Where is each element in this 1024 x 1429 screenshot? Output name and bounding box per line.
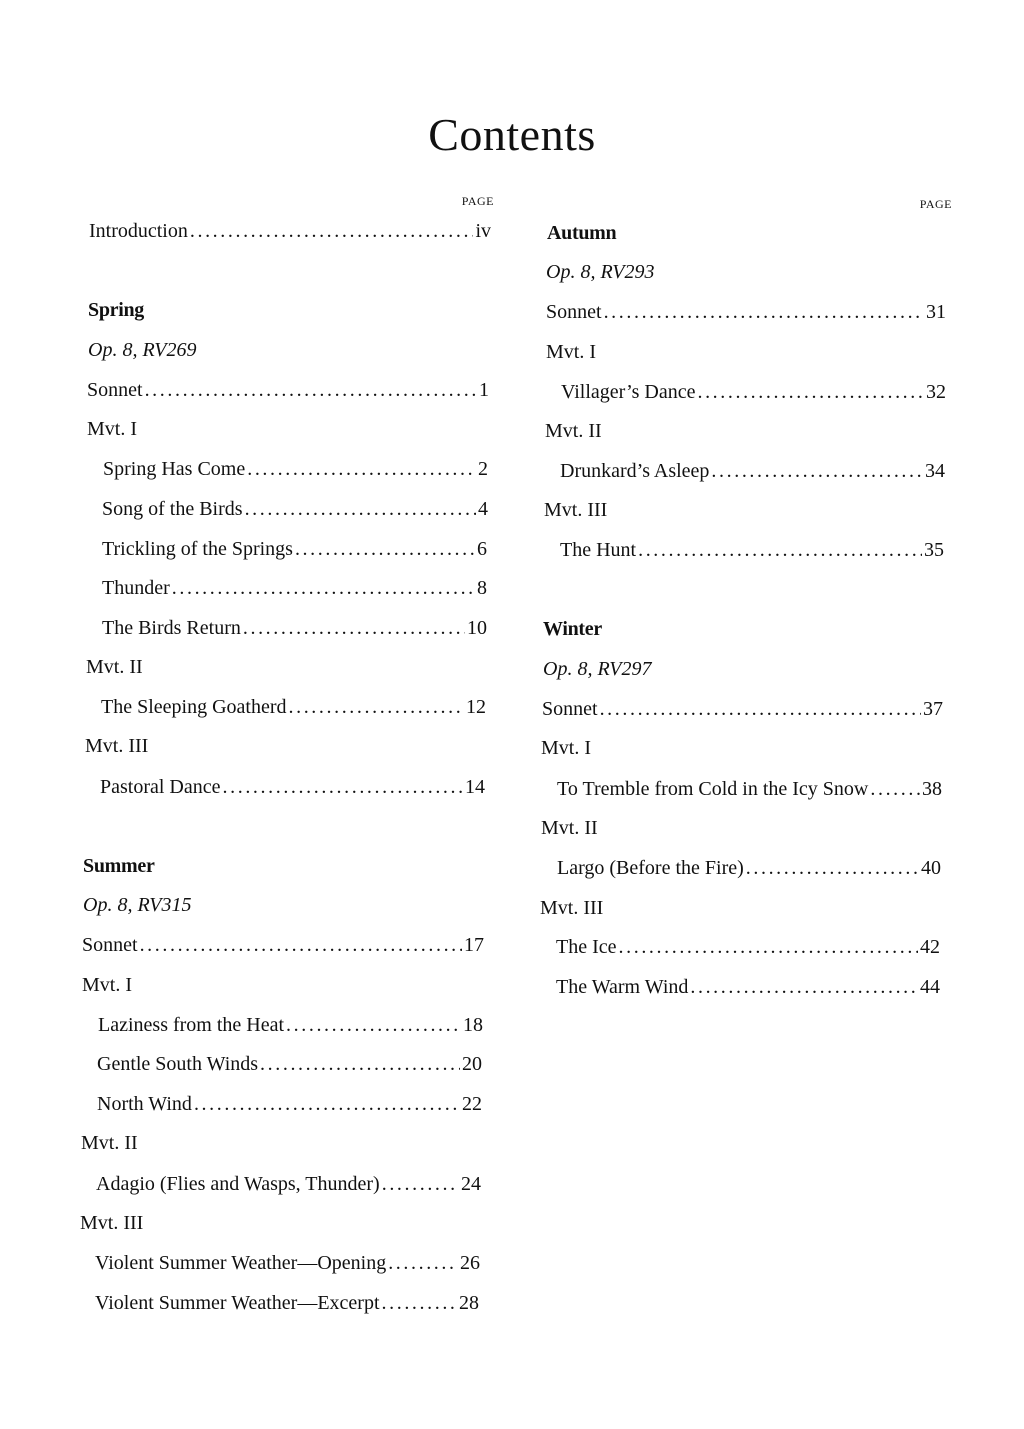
toc-entry[interactable]	[102, 534, 487, 564]
section-heading-autumn: Autumn	[547, 222, 617, 244]
entry-label: Introduction	[89, 220, 188, 242]
entry-label: Largo (Before the Fire)	[557, 857, 744, 879]
entry-label: Villager’s Dance	[561, 381, 696, 403]
movement-label: Mvt. III	[80, 1212, 144, 1234]
toc-entry[interactable]	[97, 1049, 482, 1079]
toc-entry-spring-sonnet[interactable]	[87, 375, 489, 405]
entry-page: 20	[462, 1053, 482, 1075]
entry-label: To Tremble from Cold in the Icy Snow	[557, 778, 869, 800]
entry-page: 35	[924, 539, 944, 561]
entry-page: 38	[922, 778, 942, 800]
movement-label: Mvt. I	[82, 974, 132, 996]
entry-label: Laziness from the Heat	[98, 1014, 285, 1036]
entry-label: Violent Summer Weather—Opening	[95, 1252, 387, 1274]
toc-entry[interactable]	[556, 972, 940, 1002]
section-heading-spring: Spring	[88, 299, 145, 321]
leader-dots	[711, 456, 923, 486]
entry-page: 18	[463, 1014, 483, 1036]
movement-label: Mvt. II	[545, 420, 602, 442]
leader-dots	[295, 534, 475, 564]
toc-entry[interactable]	[556, 932, 940, 962]
toc-entry[interactable]	[100, 772, 485, 802]
leader-dots	[382, 1169, 459, 1199]
entry-page: 2	[478, 458, 488, 480]
opus-winter: Op. 8, RV297	[543, 658, 652, 680]
entry-label: Pastoral Dance	[100, 776, 221, 798]
leader-dots	[260, 1049, 460, 1079]
movement-label: Mvt. III	[544, 499, 608, 521]
entry-label: Sonnet	[82, 934, 138, 956]
entry-page: 34	[925, 460, 945, 482]
toc-entry[interactable]	[557, 853, 941, 883]
entry-page: 22	[462, 1093, 482, 1115]
toc-entry[interactable]	[102, 494, 488, 524]
entry-label: Drunkard’s Asleep	[560, 460, 710, 482]
entry-page: 17	[464, 934, 484, 956]
leader-dots	[245, 494, 476, 524]
opus-autumn: Op. 8, RV293	[546, 261, 655, 283]
entry-page: 4	[478, 498, 488, 520]
entry-label: Gentle South Winds	[97, 1053, 259, 1075]
entry-label: Violent Summer Weather—Excerpt	[95, 1292, 380, 1314]
toc-entry[interactable]	[102, 573, 487, 603]
leader-dots	[243, 613, 465, 643]
entry-label: Trickling of the Springs	[102, 538, 293, 560]
opus-summer: Op. 8, RV315	[83, 894, 192, 916]
entry-page: 40	[921, 857, 941, 879]
movement-label: Mvt. III	[540, 897, 604, 919]
entry-page: 42	[920, 936, 940, 958]
entry-page: 26	[460, 1252, 480, 1274]
toc-entry[interactable]	[560, 456, 945, 486]
entry-page: 32	[926, 381, 946, 403]
toc-entry[interactable]	[101, 692, 486, 722]
toc-entry-introduction[interactable]	[89, 216, 491, 246]
leader-dots	[619, 932, 918, 962]
toc-entry[interactable]	[561, 377, 946, 407]
toc-entry-autumn-sonnet[interactable]	[546, 297, 946, 327]
opus-spring: Op. 8, RV269	[88, 339, 197, 361]
leader-dots	[600, 694, 921, 724]
entry-label: Sonnet	[546, 301, 602, 323]
leader-dots	[690, 972, 918, 1002]
movement-label: Mvt. I	[87, 418, 137, 440]
entry-label: The Warm Wind	[556, 976, 689, 998]
entry-label: Thunder	[102, 577, 170, 599]
leader-dots	[382, 1288, 457, 1318]
toc-entry[interactable]	[557, 774, 942, 804]
section-heading-winter: Winter	[543, 618, 602, 640]
entry-label: Adagio (Flies and Wasps, Thunder)	[96, 1173, 380, 1195]
leader-dots	[697, 377, 924, 407]
entry-label: Sonnet	[87, 379, 143, 401]
leader-dots	[247, 454, 476, 484]
entry-page: 8	[477, 577, 487, 599]
entry-label: Spring Has Come	[103, 458, 246, 480]
toc-entry[interactable]	[103, 454, 488, 484]
entry-page: 28	[459, 1292, 479, 1314]
entry-page: 10	[467, 617, 487, 639]
movement-label: Mvt. II	[86, 656, 143, 678]
leader-dots	[140, 930, 462, 960]
leader-dots	[145, 375, 477, 405]
leader-dots	[870, 774, 920, 804]
entry-label: The Birds Return	[102, 617, 241, 639]
entry-page: 31	[926, 301, 946, 323]
toc-entry[interactable]	[95, 1288, 479, 1318]
entry-page: 24	[461, 1173, 481, 1195]
entry-label: Sonnet	[542, 698, 598, 720]
movement-label: Mvt. II	[541, 817, 598, 839]
entry-page: 44	[920, 976, 940, 998]
toc-entry[interactable]	[97, 1089, 482, 1119]
toc-entry[interactable]	[96, 1169, 481, 1199]
entry-label: The Ice	[556, 936, 617, 958]
leader-dots	[190, 216, 474, 246]
toc-entry-winter-sonnet[interactable]	[542, 694, 943, 724]
leader-dots	[194, 1089, 460, 1119]
entry-label: The Sleeping Goatherd	[101, 696, 287, 718]
entry-label: The Hunt	[560, 539, 637, 561]
page-column-header-right: PAGE	[919, 197, 952, 211]
toc-entry[interactable]	[102, 613, 487, 643]
toc-entry[interactable]	[98, 1010, 483, 1040]
movement-label: Mvt. I	[546, 341, 596, 363]
entry-page: 1	[479, 379, 489, 401]
entry-page: 12	[466, 696, 486, 718]
leader-dots	[289, 692, 465, 722]
leader-dots	[388, 1248, 458, 1278]
entry-page: 37	[923, 698, 943, 720]
leader-dots	[223, 772, 463, 802]
page-title: Contents	[428, 109, 596, 160]
entry-page: 14	[465, 776, 485, 798]
toc-entry-summer-sonnet[interactable]	[82, 930, 484, 960]
toc-entry[interactable]	[560, 535, 944, 565]
entry-label: North Wind	[97, 1093, 192, 1115]
leader-dots	[604, 297, 924, 327]
leader-dots	[172, 573, 475, 603]
movement-label: Mvt. II	[81, 1132, 138, 1154]
entry-page: iv	[475, 220, 491, 242]
leader-dots	[746, 853, 919, 883]
entry-label: Song of the Birds	[102, 498, 243, 520]
section-heading-summer: Summer	[83, 855, 155, 877]
entry-page: 6	[477, 538, 487, 560]
movement-label: Mvt. III	[85, 735, 149, 757]
leader-dots	[638, 535, 922, 565]
movement-label: Mvt. I	[541, 737, 591, 759]
page-column-header-left: PAGE	[461, 194, 494, 208]
leader-dots	[286, 1010, 461, 1040]
toc-entry[interactable]	[95, 1248, 480, 1278]
